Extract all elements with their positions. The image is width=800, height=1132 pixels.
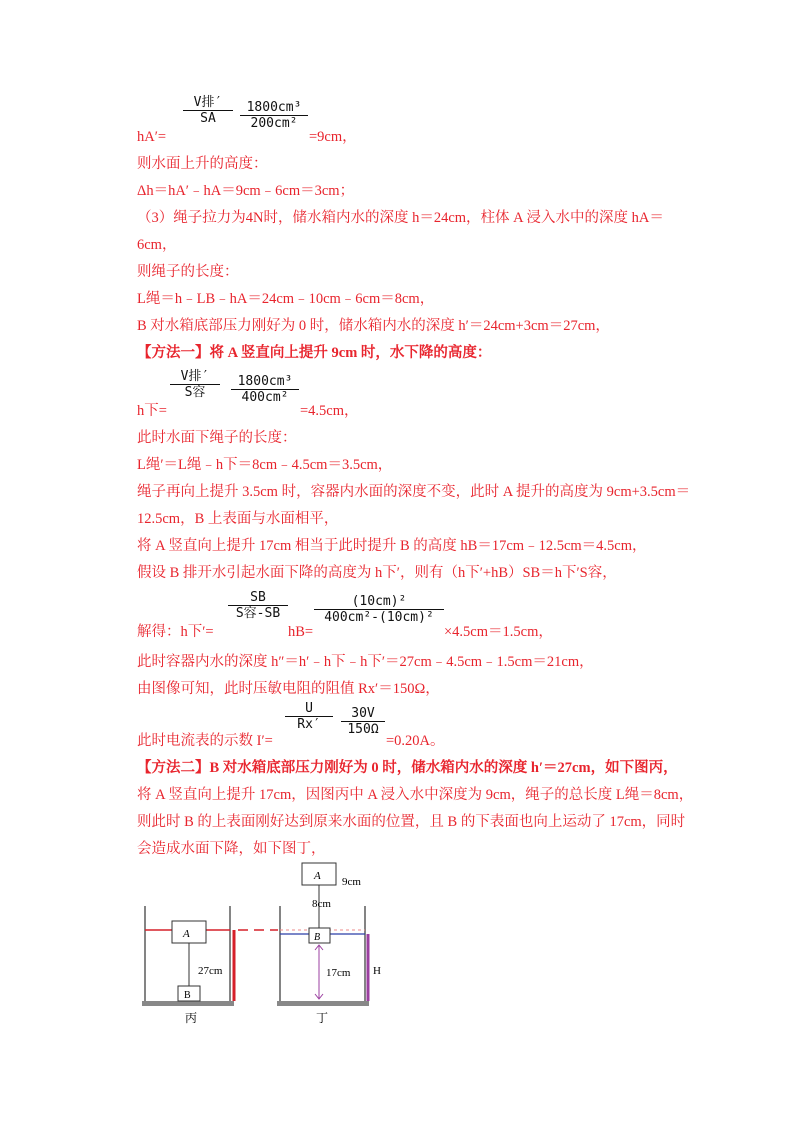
text-line: Δh＝hA′﹣hA＝9cm﹣6cm＝3cm； xyxy=(137,183,355,199)
fraction-numerator: 1800cm³ xyxy=(231,374,299,390)
eq-ha-prime-lhs: hA′= xyxy=(137,129,167,145)
block-b-label: B xyxy=(184,990,191,1001)
text-line: 此时水面下绳子的长度： xyxy=(137,430,297,446)
rope-label: 8cm xyxy=(312,898,331,910)
tank-bing xyxy=(142,906,234,1025)
block-b-label: B xyxy=(314,932,321,943)
text-line: 则此时 B 的上表面刚好达到原来水面的位置，且 B 的下表面也向上运动了 17cm，同时 xyxy=(137,814,686,830)
text-line: L绳＝h﹣LB﹣hA＝24cm﹣10cm﹣6cm＝8cm， xyxy=(137,291,435,307)
fraction-denominator: 400cm² xyxy=(241,390,289,405)
caption-bing: 丙 xyxy=(185,1011,198,1025)
eq-solve: 解得：h下′= xyxy=(137,624,214,640)
fraction-numerator: V排′ xyxy=(170,369,220,385)
text-line: 会造成水面下降，如下图丁， xyxy=(137,841,326,857)
eq-ha-prime-result: =9cm， xyxy=(309,129,357,145)
text-line: 此时容器内水的深度 h″＝h′﹣h下﹣h下′＝27cm﹣4.5cm﹣1.5cm＝21cm， xyxy=(137,654,594,670)
tank-bottom xyxy=(277,1001,369,1006)
text-line: 绳子再向上提升 3.5cm 时，容器内水面的深度不变，此时 A 提升的高度为 9cm+3.5cm＝ xyxy=(137,484,691,500)
eq-h-down-result: =4.5cm， xyxy=(300,403,359,419)
text-line: 假设 B 排开水引起水面下降的高度为 h下′，则有（h下′+hB）SB＝h下′S容， xyxy=(137,565,617,581)
text-line: 由图像可知，此时压敏电阻的阻值 Rx′＝150Ω， xyxy=(137,681,440,697)
block-a-label: A xyxy=(314,870,321,882)
fraction-denominator: 400cm²-(10cm)² xyxy=(324,610,434,625)
fraction-denominator: 150Ω xyxy=(347,722,379,737)
text-line: L绳′＝L绳﹣h下＝8cm﹣4.5cm＝3.5cm， xyxy=(137,457,393,473)
fraction-numerator: (10cm)² xyxy=(314,594,444,610)
fraction-numerator: SB xyxy=(228,590,288,606)
fraction-sb-srong-sb xyxy=(228,590,288,621)
text-line: 12.5cm，B 上表面与水面相平， xyxy=(137,511,339,527)
eq-current-result: =0.20A。 xyxy=(386,733,445,749)
height-label: H xyxy=(373,965,381,977)
text-line: 则水面上升的高度： xyxy=(137,156,268,172)
eq-solve-hb: hB= xyxy=(288,624,314,640)
text-line: 将 A 竖直向上提升 17cm，因图丙中 A 浸入水中深度为 9cm，绳子的总长度 L绳＝8cm， xyxy=(137,787,694,803)
caption-ding: 丁 xyxy=(316,1011,329,1025)
fraction-1800-400 xyxy=(231,374,299,405)
fraction-denominator: Rx′ xyxy=(297,717,321,732)
method-one-heading: 【方法一】将 A 竖直向上提升 9cm 时，水下降的高度： xyxy=(137,345,492,361)
fraction-vpai-sa xyxy=(183,95,233,126)
method-two-heading: 【方法二】B 对水箱底部压力刚好为 0 时，储水箱内水的深度 h′＝27cm，如下图丙， xyxy=(137,760,678,776)
fraction-numerator: 30V xyxy=(341,706,385,722)
fraction-denominator: SA xyxy=(200,111,216,126)
a-depth-label: 9cm xyxy=(342,876,361,888)
fraction-denominator: S容-SB xyxy=(235,606,281,621)
eq-ha-prime xyxy=(137,127,166,147)
fraction-30v-150 xyxy=(341,706,385,737)
eq-current: 此时电流表的示数 I′= xyxy=(137,733,273,749)
text-line: （3）绳子拉力为4N时，储水箱内水的深度 h＝24cm，柱体 A 浸入水中的深度 hA＝ xyxy=(137,210,664,226)
fraction-denominator: S容 xyxy=(184,385,206,400)
fraction-numerator: V排′ xyxy=(183,95,233,111)
fraction-1800-200 xyxy=(240,100,308,131)
text-line: 6cm， xyxy=(137,237,177,253)
fraction-vpai-srong xyxy=(170,369,220,400)
fraction-numerator: 1800cm³ xyxy=(240,100,308,116)
text-line: 则绳子的长度： xyxy=(137,264,239,280)
text-line: 将 A 竖直向上提升 17cm 相当于此时提升 B 的高度 hB＝17cm﹣12.5cm＝4.5cm， xyxy=(137,538,647,554)
fraction-denominator: 200cm² xyxy=(250,116,298,131)
fraction-u-rx xyxy=(285,701,333,732)
fraction-10cm xyxy=(314,594,444,625)
text-line: B 对水箱底部压力刚好为 0 时，储水箱内水的深度 h′＝24cm+3cm＝27cm， xyxy=(137,318,610,334)
fraction-numerator: U xyxy=(285,701,333,717)
eq-h-down: h下= xyxy=(137,403,167,419)
tank-ding xyxy=(277,863,381,1025)
block-a-label: A xyxy=(183,928,190,940)
tank-diagram xyxy=(130,858,400,1033)
eq-solve-result: ×4.5cm＝1.5cm， xyxy=(444,624,553,640)
lift-label: 17cm xyxy=(326,967,351,979)
tank-bottom xyxy=(142,1001,234,1006)
depth-label: 27cm xyxy=(198,965,223,977)
